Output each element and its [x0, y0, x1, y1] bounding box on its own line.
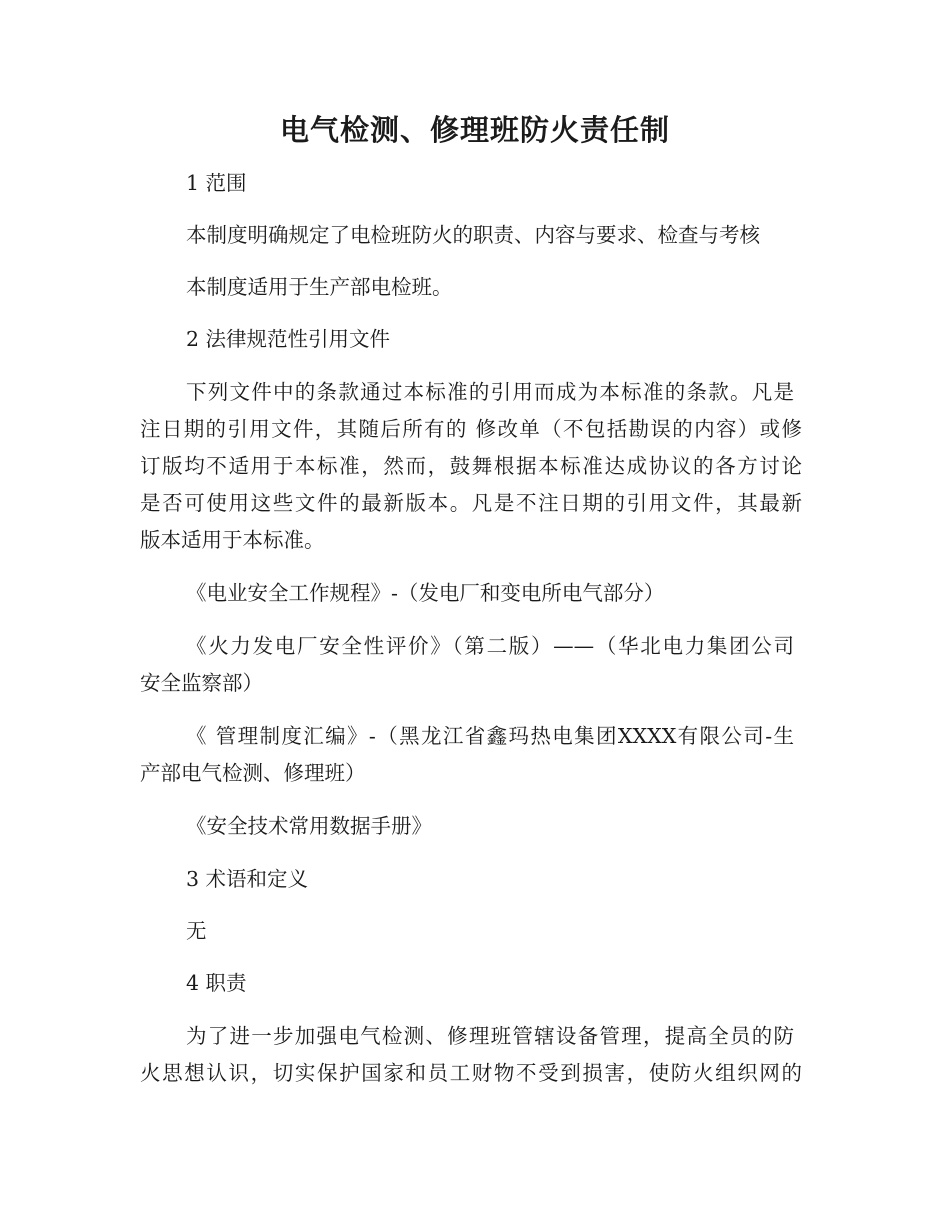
paragraph-line: 火思想认识，切实保护国家和员工财物不受到损害，使防火组织网的 — [140, 1061, 802, 1085]
reference-item: 《电业安全工作规程》-（发电厂和变电所电气部分） — [186, 581, 665, 605]
paragraph-line: 本制度适用于生产部电检班。 — [186, 275, 453, 299]
section-heading-duties: 4 职责 — [186, 971, 247, 995]
paragraph-line: 注日期的引用文件，其随后所有的 修改单（不包括勘误的内容）或修 — [140, 417, 802, 441]
document-title: 电气检测、修理班防火责任制 — [279, 113, 670, 147]
reference-item: 《火力发电厂安全性评价》（第二版）——（华北电力集团公司 — [186, 634, 794, 658]
section-heading-scope: 1 范围 — [186, 171, 247, 195]
paragraph-line: 下列文件中的条款通过本标准的引用而成为本标准的条款。凡是 — [186, 380, 794, 404]
section-heading-references: 2 法律规范性引用文件 — [186, 327, 391, 351]
paragraph-line: 本制度明确规定了电检班防火的职责、内容与要求、检查与考核 — [186, 223, 760, 247]
paragraph-line: 是否可使用这些文件的最新版本。凡是不注日期的引用文件，其最新 — [140, 491, 802, 515]
paragraph-line: 为了进一步加强电气检测、修理班管辖设备管理，提高全员的防 — [186, 1024, 794, 1048]
paragraph-line: 无 — [186, 919, 207, 943]
section-heading-terms: 3 术语和定义 — [186, 867, 309, 891]
reference-item: 《安全技术常用数据手册》 — [186, 814, 432, 838]
paragraph-line: 订版均不适用于本标准，然而，鼓舞根据本标准达成协议的各方讨论 — [140, 454, 802, 478]
reference-item-continued: 产部电气检测、修理班） — [140, 761, 366, 785]
reference-item-continued: 安全监察部） — [140, 671, 263, 695]
paragraph-line: 版本适用于本标准。 — [140, 528, 325, 552]
reference-item: 《 管理制度汇编》-（黑龙江省鑫玛热电集团XXXX有限公司-生 — [186, 724, 794, 748]
